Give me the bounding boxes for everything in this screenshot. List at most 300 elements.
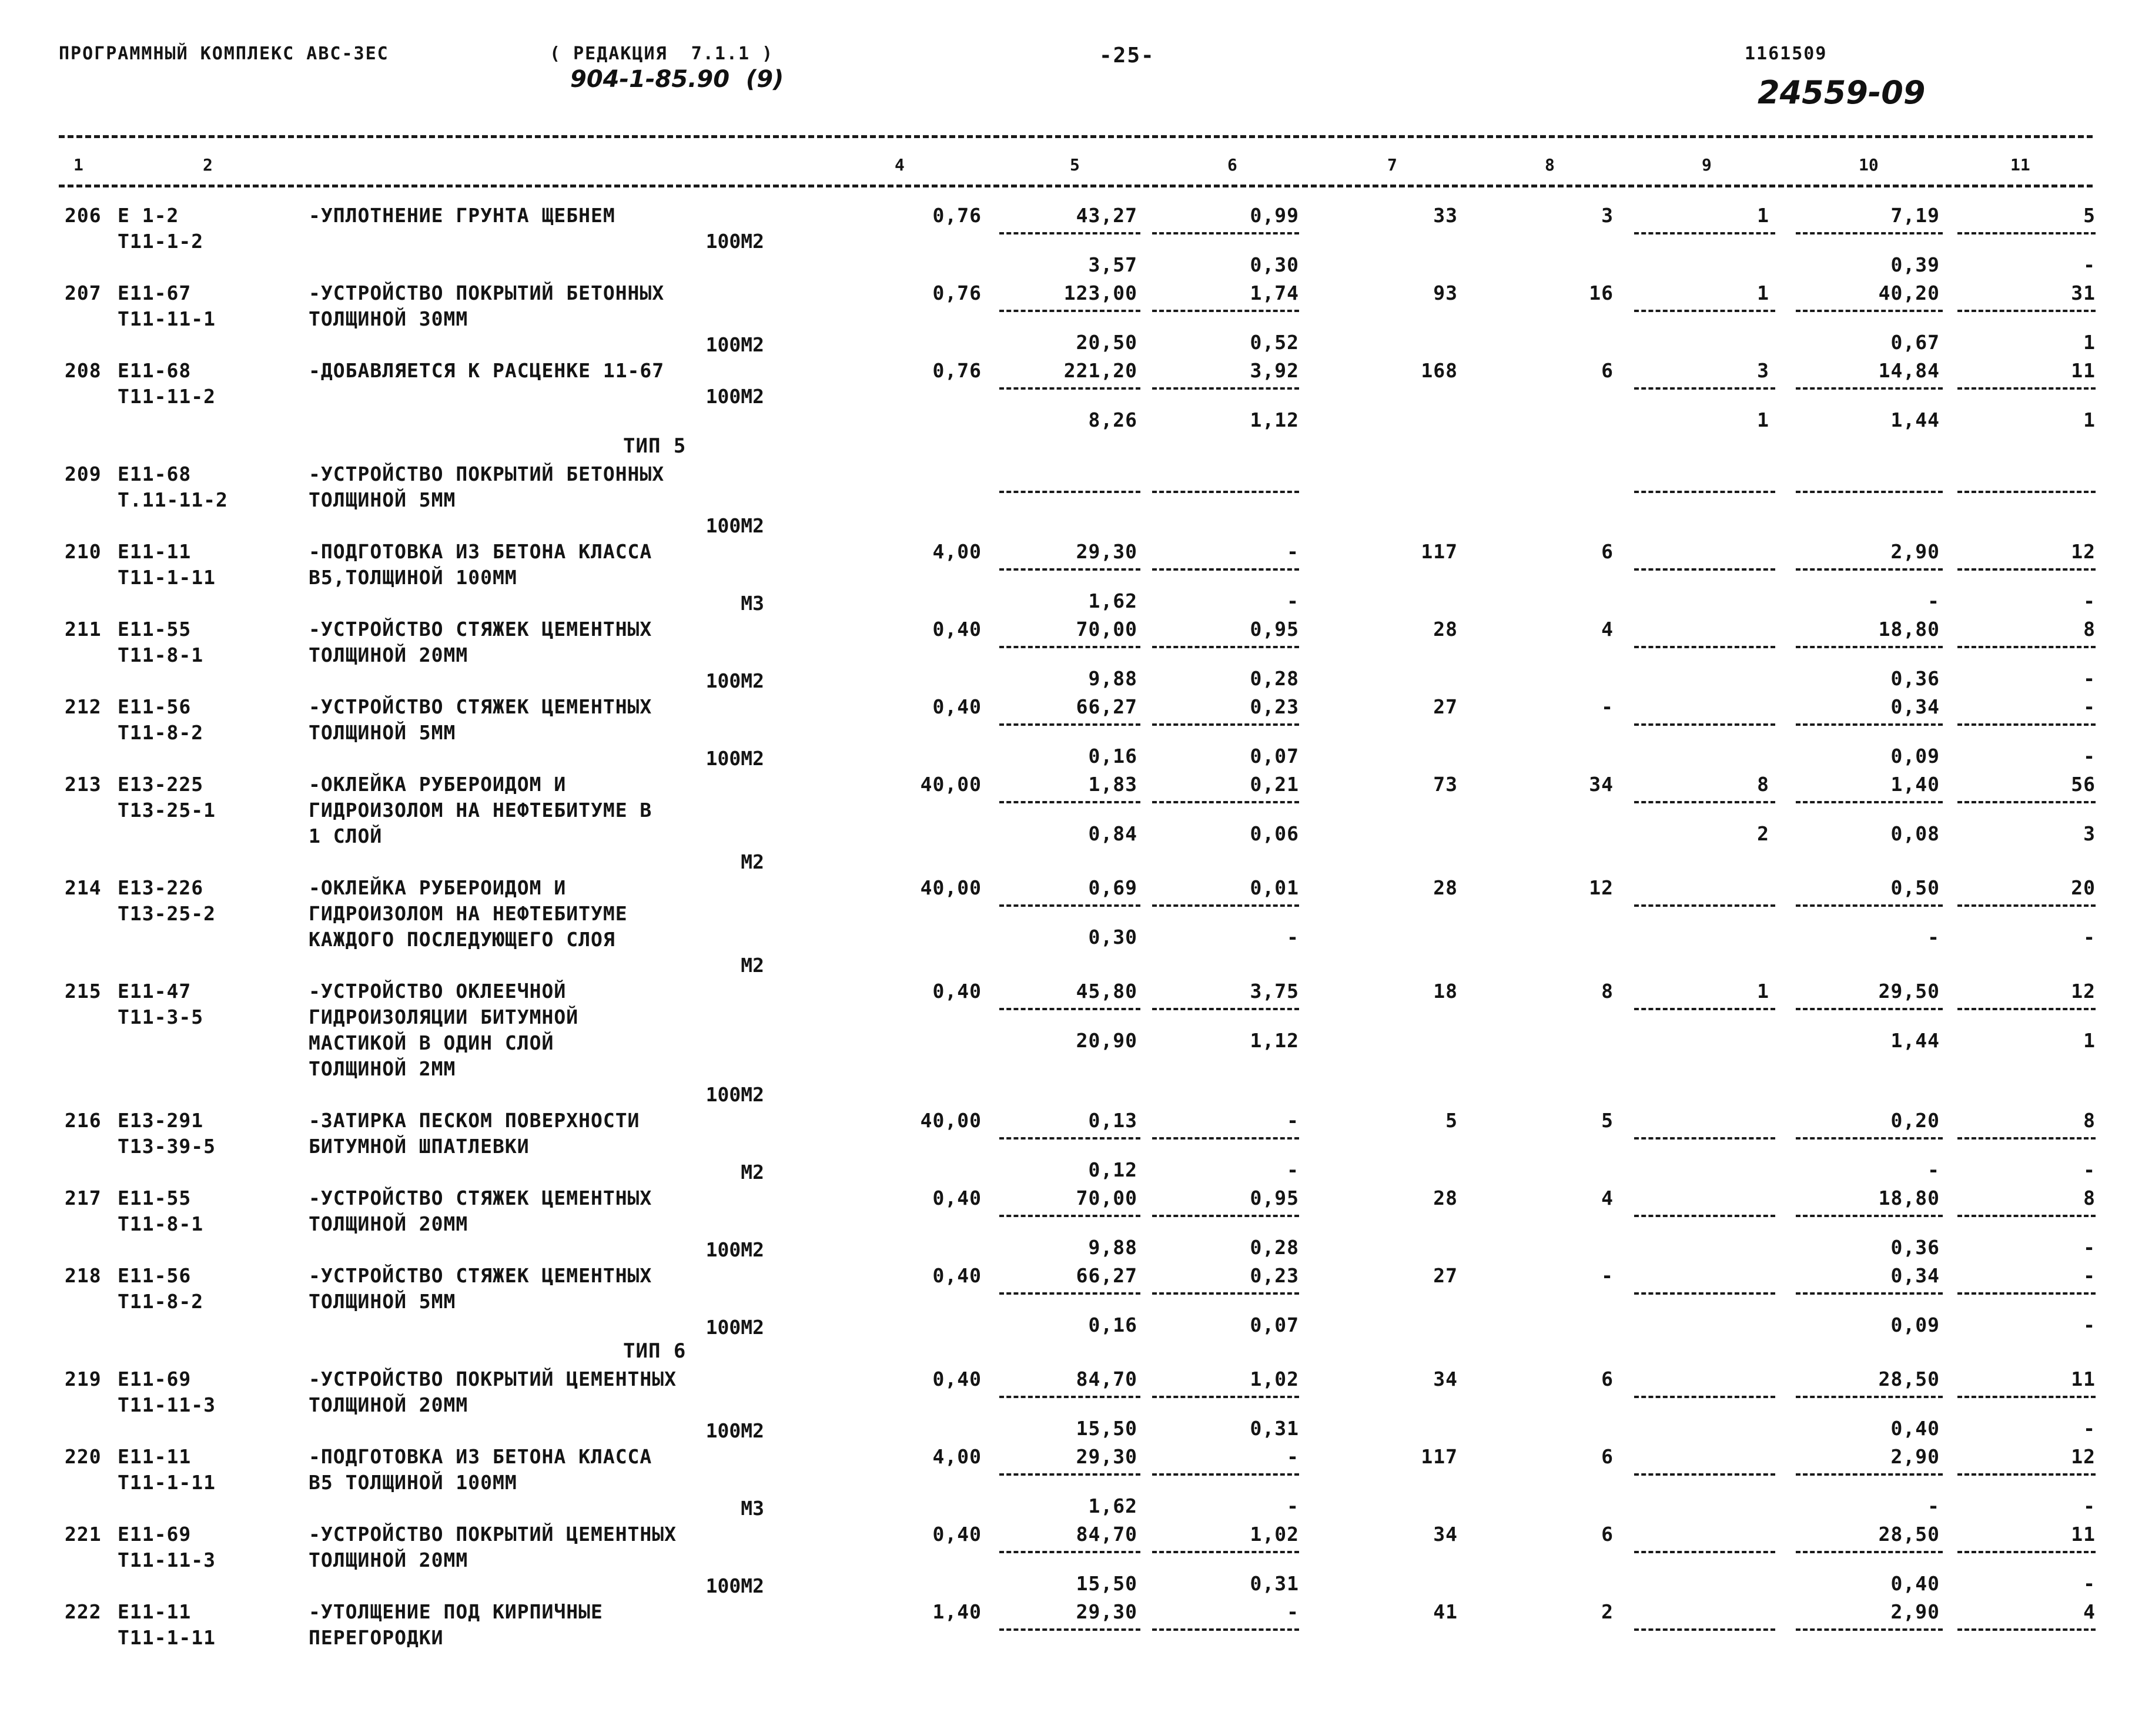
row-number: 216	[65, 1109, 102, 1132]
col-header-11: 11	[2010, 155, 2030, 175]
price-code: Е11-67	[118, 281, 192, 304]
labour-value: 14,84	[1878, 359, 1940, 382]
row-divider	[1957, 1551, 2096, 1553]
row-divider	[999, 1551, 1140, 1553]
labour-value: 28,50	[1878, 1368, 1940, 1390]
row-divider	[999, 723, 1140, 726]
col11-value: 11	[2071, 359, 2096, 382]
col11-sub-value: 1	[2083, 331, 2096, 354]
edition-label: ( РЕДАКЦИЯ 7.1.1 )	[550, 43, 774, 64]
row-divider	[1634, 310, 1775, 312]
row-divider	[1796, 1008, 1943, 1010]
price-code-secondary: Т11-1-11	[118, 1626, 216, 1649]
col11-sub-value: 3	[2083, 822, 2096, 845]
col11-value: 5	[2083, 204, 2096, 227]
unit-label: 100М2	[705, 1574, 764, 1597]
labour-machine-value: 0,36	[1890, 667, 1940, 690]
row-number: 218	[65, 1264, 102, 1287]
price-code-secondary: Т11-11-3	[118, 1393, 216, 1416]
labour-machine-value: 0,36	[1890, 1236, 1940, 1259]
quantity-value: 1,40	[932, 1600, 982, 1623]
machine-wages-value: 0,28	[1250, 1236, 1299, 1259]
col11-value: 31	[2071, 281, 2096, 304]
price-code-secondary: Т13-39-5	[118, 1135, 216, 1158]
work-description-line: -УСТРОЙСТВО ПОКРЫТИЙ БЕТОННЫХ	[309, 281, 665, 304]
unit-cost-wages-value: 8,26	[1088, 408, 1137, 431]
wages-value: 4	[1601, 618, 1614, 641]
page-number: -25-	[1099, 43, 1155, 68]
col11-value: -	[2083, 695, 2096, 718]
unit-cost-value: 66,27	[1076, 1264, 1137, 1287]
unit-label: 100М2	[705, 230, 764, 253]
row-divider	[999, 1473, 1140, 1476]
row-divider	[1152, 1292, 1299, 1295]
price-code-secondary: Т11-8-2	[118, 721, 204, 744]
labour-value: 18,80	[1878, 618, 1940, 641]
labour-value: 2,90	[1890, 1600, 1940, 1623]
price-code: Е11-11	[118, 1600, 192, 1623]
labour-value: 0,34	[1890, 1264, 1940, 1287]
col11-value: 12	[2071, 980, 2096, 1003]
unit-cost-value: 43,27	[1076, 204, 1137, 227]
unit-cost-wages-value: 9,88	[1088, 667, 1137, 690]
unit-cost-wages-value: 0,16	[1088, 745, 1137, 768]
unit-label: М3	[741, 1497, 764, 1520]
col11-value: 11	[2071, 1523, 2096, 1546]
row-divider	[1796, 1292, 1943, 1295]
row-divider	[1634, 904, 1775, 907]
total-cost-value: 28	[1433, 1187, 1458, 1209]
row-divider	[1152, 1396, 1299, 1398]
row-divider	[1634, 1396, 1775, 1398]
row-divider	[1957, 801, 2096, 803]
row-divider	[1796, 1137, 1943, 1140]
total-cost-value: 93	[1433, 281, 1458, 304]
price-code: Е13-291	[118, 1109, 204, 1132]
work-description-line: ГИДРОИЗОЛОМ НА НЕФТЕБИТУМЕ В	[309, 799, 652, 822]
total-cost-value: 73	[1433, 773, 1458, 796]
row-divider	[1152, 1137, 1299, 1140]
quantity-value: 4,00	[932, 1445, 982, 1468]
unit-cost-wages-value: 0,16	[1088, 1313, 1137, 1336]
unit-cost-value: 221,20	[1063, 359, 1137, 382]
work-description-line: ТОЛЩИНОЙ 30ММ	[309, 307, 468, 330]
row-divider	[1634, 1628, 1775, 1631]
row-divider	[1152, 904, 1299, 907]
price-code-secondary: Т11-11-3	[118, 1549, 216, 1571]
section-label: ТИП 5	[623, 434, 687, 458]
total-cost-value: 34	[1433, 1368, 1458, 1390]
price-code-secondary: Т.11-11-2	[118, 488, 228, 511]
unit-cost-wages-value: 1,62	[1088, 1494, 1137, 1517]
col9-value: 3	[1757, 359, 1769, 382]
col-header-9: 9	[1702, 155, 1712, 175]
row-divider	[999, 1137, 1140, 1140]
machine-wages-value: 0,31	[1250, 1572, 1299, 1595]
wages-value: 6	[1601, 1445, 1614, 1468]
row-number: 213	[65, 773, 102, 796]
quantity-value: 0,76	[932, 281, 982, 304]
row-number: 212	[65, 695, 102, 718]
total-cost-value: 5	[1445, 1109, 1458, 1132]
unit-cost-value: 84,70	[1076, 1523, 1137, 1546]
row-divider	[1634, 1551, 1775, 1553]
labour-value: 0,34	[1890, 695, 1940, 718]
row-number: 210	[65, 540, 102, 563]
row-divider	[999, 1215, 1140, 1217]
machine-cost-value: -	[1287, 1600, 1299, 1623]
unit-label: 100М2	[705, 333, 764, 356]
labour-value: 28,50	[1878, 1523, 1940, 1546]
row-divider	[1152, 646, 1299, 648]
quantity-value: 0,40	[932, 1523, 982, 1546]
work-description-line: ТОЛЩИНОЙ 20ММ	[309, 1212, 468, 1235]
work-description-line: -ОКЛЕЙКА РУБЕРОИДОМ И	[309, 773, 567, 796]
wages-value: 6	[1601, 1523, 1614, 1546]
unit-cost-value: 70,00	[1076, 1187, 1137, 1209]
col11-sub-value: -	[2083, 1494, 2096, 1517]
price-code-secondary: Т13-25-2	[118, 902, 216, 925]
work-description-line: -ПОДГОТОВКА ИЗ БЕТОНА КЛАССА	[309, 1445, 652, 1468]
machine-cost-value: 3,75	[1250, 980, 1299, 1003]
col-header-8: 8	[1545, 155, 1555, 175]
col9-sub-value: 1	[1757, 408, 1769, 431]
quantity-value: 0,40	[932, 1264, 982, 1287]
price-code: Е11-11	[118, 540, 192, 563]
row-divider	[1957, 387, 2096, 390]
total-cost-value: 168	[1421, 359, 1458, 382]
row-divider	[1796, 801, 1943, 803]
total-cost-value: 41	[1433, 1600, 1458, 1623]
row-divider	[1796, 1628, 1943, 1631]
machine-wages-value: -	[1287, 926, 1299, 949]
col11-value: 12	[2071, 1445, 2096, 1468]
row-divider	[999, 491, 1140, 493]
price-code: Е11-69	[118, 1523, 192, 1546]
price-code: Е13-226	[118, 876, 204, 899]
col-header-7: 7	[1387, 155, 1397, 175]
unit-label: 100М2	[705, 1238, 764, 1261]
unit-label: 100М2	[705, 1316, 764, 1339]
col11-sub-value: -	[2083, 926, 2096, 949]
row-divider	[1634, 723, 1775, 726]
col9-value: 1	[1757, 980, 1769, 1003]
row-divider	[1957, 491, 2096, 493]
wages-value: 3	[1601, 204, 1614, 227]
work-description-line: ТОЛЩИНОЙ 20ММ	[309, 1549, 468, 1571]
row-divider	[1634, 1292, 1775, 1295]
work-description-line: МАСТИКОЙ В ОДИН СЛОЙ	[309, 1031, 554, 1054]
col9-value: 1	[1757, 281, 1769, 304]
unit-cost-value: 29,30	[1076, 540, 1137, 563]
unit-label: М2	[741, 850, 764, 873]
machine-cost-value: -	[1287, 1445, 1299, 1468]
col11-value: 4	[2083, 1600, 2096, 1623]
machine-wages-value: 0,52	[1250, 331, 1299, 354]
col11-sub-value: -	[2083, 1417, 2096, 1440]
total-cost-value: 117	[1421, 540, 1458, 563]
row-divider	[1957, 904, 2096, 907]
row-number: 217	[65, 1187, 102, 1209]
labour-value: 29,50	[1878, 980, 1940, 1003]
wages-value: 2	[1601, 1600, 1614, 1623]
col11-value: 12	[2071, 540, 2096, 563]
row-divider	[999, 1628, 1140, 1631]
col11-sub-value: -	[2083, 1572, 2096, 1595]
row-divider	[1796, 1551, 1943, 1553]
labour-value: 0,20	[1890, 1109, 1940, 1132]
row-divider	[1152, 568, 1299, 571]
row-divider	[1634, 491, 1775, 493]
price-code: Е11-11	[118, 1445, 192, 1468]
machine-cost-value: 0,21	[1250, 773, 1299, 796]
row-divider	[1634, 646, 1775, 648]
col11-value: 20	[2071, 876, 2096, 899]
unit-label: 100М2	[705, 669, 764, 692]
labour-machine-value: 0,67	[1890, 331, 1940, 354]
col-header-4: 4	[895, 155, 905, 175]
quantity-value: 0,40	[932, 1187, 982, 1209]
price-code: Е13-225	[118, 773, 204, 796]
wages-value: 6	[1601, 1368, 1614, 1390]
wages-value: 16	[1589, 281, 1614, 304]
labour-machine-value: 0,09	[1890, 1313, 1940, 1336]
row-divider	[1957, 568, 2096, 571]
unit-cost-value: 1,83	[1088, 773, 1137, 796]
wages-value: 12	[1589, 876, 1614, 899]
program-title: ПРОГРАММНЫЙ КОМПЛЕКС АВС-3ЕС	[59, 43, 389, 64]
document-code-handwritten: 24559-09	[1758, 74, 1926, 111]
col11-sub-value: -	[2083, 1158, 2096, 1181]
quantity-value: 0,76	[932, 204, 982, 227]
machine-cost-value: 1,02	[1250, 1523, 1299, 1546]
row-number: 208	[65, 359, 102, 382]
machine-cost-value: 0,23	[1250, 695, 1299, 718]
wages-value: 4	[1601, 1187, 1614, 1209]
row-divider	[1634, 1008, 1775, 1010]
labour-machine-value: -	[1927, 589, 1940, 612]
unit-cost-value: 45,80	[1076, 980, 1137, 1003]
labour-value: 18,80	[1878, 1187, 1940, 1209]
labour-value: 2,90	[1890, 1445, 1940, 1468]
machine-cost-value: 0,23	[1250, 1264, 1299, 1287]
machine-wages-value: 1,12	[1250, 408, 1299, 431]
price-code-secondary: Т13-25-1	[118, 799, 216, 822]
labour-machine-value: -	[1927, 1158, 1940, 1181]
row-divider	[1957, 1628, 2096, 1631]
unit-cost-wages-value: 15,50	[1076, 1572, 1137, 1595]
machine-cost-value: -	[1287, 540, 1299, 563]
col-header-10: 10	[1859, 155, 1879, 175]
row-divider	[1957, 1396, 2096, 1398]
work-description-line: БИТУМНОЙ ШПАТЛЕВКИ	[309, 1135, 530, 1158]
row-divider	[1152, 310, 1299, 312]
price-code-secondary: Т11-1-11	[118, 566, 216, 589]
unit-cost-wages-value: 20,50	[1076, 331, 1137, 354]
work-description-line: -УСТРОЙСТВО ПОКРЫТИЙ ЦЕМЕНТНЫХ	[309, 1368, 677, 1390]
row-divider	[1957, 1008, 2096, 1010]
work-description-line: ГИДРОИЗОЛОМ НА НЕФТЕБИТУМЕ	[309, 902, 628, 925]
unit-cost-wages-value: 1,62	[1088, 589, 1137, 612]
col11-sub-value: -	[2083, 253, 2096, 276]
unit-cost-wages-value: 0,30	[1088, 926, 1137, 949]
unit-cost-wages-value: 0,84	[1088, 822, 1137, 845]
unit-label: 100М2	[705, 747, 764, 770]
row-divider	[1957, 646, 2096, 648]
machine-cost-value: -	[1287, 1109, 1299, 1132]
wages-value: 5	[1601, 1109, 1614, 1132]
quantity-value: 0,40	[932, 618, 982, 641]
work-description-line: ГИДРОИЗОЛЯЦИИ БИТУМНОЙ	[309, 1006, 579, 1028]
work-description-line: -ДОБАВЛЯЕТСЯ К РАСЦЕНКЕ 11-67	[309, 359, 665, 382]
quantity-value: 0,40	[932, 980, 982, 1003]
machine-cost-value: 0,99	[1250, 204, 1299, 227]
row-divider	[1957, 232, 2096, 234]
unit-cost-wages-value: 3,57	[1088, 253, 1137, 276]
row-divider	[999, 646, 1140, 648]
work-description-line: В5,ТОЛЩИНОЙ 100ММ	[309, 566, 517, 589]
col11-sub-value: -	[2083, 589, 2096, 612]
labour-machine-value: 0,08	[1890, 822, 1940, 845]
row-divider	[999, 232, 1140, 234]
unit-label: М3	[741, 592, 764, 615]
unit-cost-value: 66,27	[1076, 695, 1137, 718]
labour-value: 0,50	[1890, 876, 1940, 899]
quantity-value: 0,40	[932, 695, 982, 718]
work-description-line: 1 СЛОЙ	[309, 825, 383, 847]
row-divider	[1796, 1473, 1943, 1476]
row-divider	[1152, 801, 1299, 803]
work-description-line: КАЖДОГО ПОСЛЕДУЮЩЕГО СЛОЯ	[309, 928, 615, 951]
price-code: Е11-56	[118, 695, 192, 718]
row-number: 214	[65, 876, 102, 899]
quantity-value: 40,00	[920, 1109, 982, 1132]
machine-wages-value: 0,07	[1250, 1313, 1299, 1336]
row-divider	[999, 801, 1140, 803]
unit-label: 100М2	[705, 514, 764, 537]
wages-value: -	[1601, 1264, 1614, 1287]
row-divider	[1796, 310, 1943, 312]
price-code: Е11-68	[118, 359, 192, 382]
row-divider	[1796, 1215, 1943, 1217]
row-number: 211	[65, 618, 102, 641]
row-divider	[1796, 723, 1943, 726]
labour-machine-value: 1,44	[1890, 408, 1940, 431]
total-cost-value: 117	[1421, 1445, 1458, 1468]
price-code-secondary: Т11-3-5	[118, 1006, 204, 1028]
work-description-line: В5 ТОЛЩИНОЙ 100ММ	[309, 1471, 517, 1494]
total-cost-value: 28	[1433, 876, 1458, 899]
machine-cost-value: 0,01	[1250, 876, 1299, 899]
unit-cost-value: 0,69	[1088, 876, 1137, 899]
price-code-secondary: Т11-11-1	[118, 307, 216, 330]
price-code: Е11-55	[118, 618, 192, 641]
row-number: 209	[65, 463, 102, 485]
col11-sub-value: -	[2083, 1236, 2096, 1259]
quantity-value: 0,40	[932, 1368, 982, 1390]
col9-value: 8	[1757, 773, 1769, 796]
unit-cost-value: 0,13	[1088, 1109, 1137, 1132]
row-divider	[999, 1396, 1140, 1398]
work-description-line: -УСТРОЙСТВО СТЯЖЕК ЦЕМЕНТНЫХ	[309, 695, 652, 718]
machine-cost-value: 0,95	[1250, 1187, 1299, 1209]
row-number: 220	[65, 1445, 102, 1468]
total-cost-value: 28	[1433, 618, 1458, 641]
labour-machine-value: -	[1927, 1494, 1940, 1517]
col9-value: 1	[1757, 204, 1769, 227]
labour-machine-value: 0,40	[1890, 1572, 1940, 1595]
col11-sub-value: 1	[2083, 1029, 2096, 1052]
col9-sub-value: 2	[1757, 822, 1769, 845]
unit-label: М2	[741, 954, 764, 977]
price-code: Е11-69	[118, 1368, 192, 1390]
row-divider	[1152, 491, 1299, 493]
labour-value: 7,19	[1890, 204, 1940, 227]
machine-cost-value: 1,74	[1250, 281, 1299, 304]
labour-machine-value: 0,40	[1890, 1417, 1940, 1440]
row-divider	[999, 387, 1140, 390]
machine-wages-value: 0,07	[1250, 745, 1299, 768]
unit-cost-value: 84,70	[1076, 1368, 1137, 1390]
machine-wages-value: 0,30	[1250, 253, 1299, 276]
col11-sub-value: -	[2083, 745, 2096, 768]
row-divider	[999, 904, 1140, 907]
row-divider	[1152, 723, 1299, 726]
price-code-secondary: Т11-8-1	[118, 644, 204, 666]
unit-cost-wages-value: 15,50	[1076, 1417, 1137, 1440]
wages-value: 34	[1589, 773, 1614, 796]
row-divider	[999, 568, 1140, 571]
col11-value: 8	[2083, 1187, 2096, 1209]
labour-value: 40,20	[1878, 281, 1940, 304]
work-description-line: -УПЛОТНЕНИЕ ГРУНТА ЩЕБНЕМ	[309, 204, 615, 227]
row-number: 207	[65, 281, 102, 304]
col11-value: -	[2083, 1264, 2096, 1287]
machine-wages-value: 0,28	[1250, 667, 1299, 690]
labour-machine-value: 1,44	[1890, 1029, 1940, 1052]
wages-value: -	[1601, 695, 1614, 718]
price-code-secondary: Т11-8-1	[118, 1212, 204, 1235]
row-divider	[1152, 1473, 1299, 1476]
row-divider	[1957, 1292, 2096, 1295]
row-divider	[999, 310, 1140, 312]
price-code-secondary: Т11-8-2	[118, 1290, 204, 1313]
work-description-line: -УСТРОЙСТВО СТЯЖЕК ЦЕМЕНТНЫХ	[309, 1264, 652, 1287]
work-description-line: ТОЛЩИНОЙ 2ММ	[309, 1057, 456, 1080]
row-divider	[1634, 801, 1775, 803]
total-cost-value: 33	[1433, 204, 1458, 227]
row-divider	[1634, 232, 1775, 234]
machine-cost-value: 3,92	[1250, 359, 1299, 382]
work-description-line: ТОЛЩИНОЙ 5ММ	[309, 488, 456, 511]
quantity-value: 4,00	[932, 540, 982, 563]
row-divider	[1796, 1396, 1943, 1398]
work-description-line: -ЗАТИРКА ПЕСКОМ ПОВЕРХНОСТИ	[309, 1109, 640, 1132]
work-description-line: -ОКЛЕЙКА РУБЕРОИДОМ И	[309, 876, 567, 899]
work-description-line: -УСТРОЙСТВО СТЯЖЕК ЦЕМЕНТНЫХ	[309, 618, 652, 641]
row-divider	[1634, 1215, 1775, 1217]
row-divider	[1796, 646, 1943, 648]
machine-cost-value: 1,02	[1250, 1368, 1299, 1390]
row-divider	[1152, 1628, 1299, 1631]
row-divider	[1152, 387, 1299, 390]
unit-label: М2	[741, 1161, 764, 1184]
labour-value: 2,90	[1890, 540, 1940, 563]
row-divider	[1796, 232, 1943, 234]
quantity-value: 0,76	[932, 359, 982, 382]
row-divider	[1796, 387, 1943, 390]
price-code: Е11-68	[118, 463, 192, 485]
